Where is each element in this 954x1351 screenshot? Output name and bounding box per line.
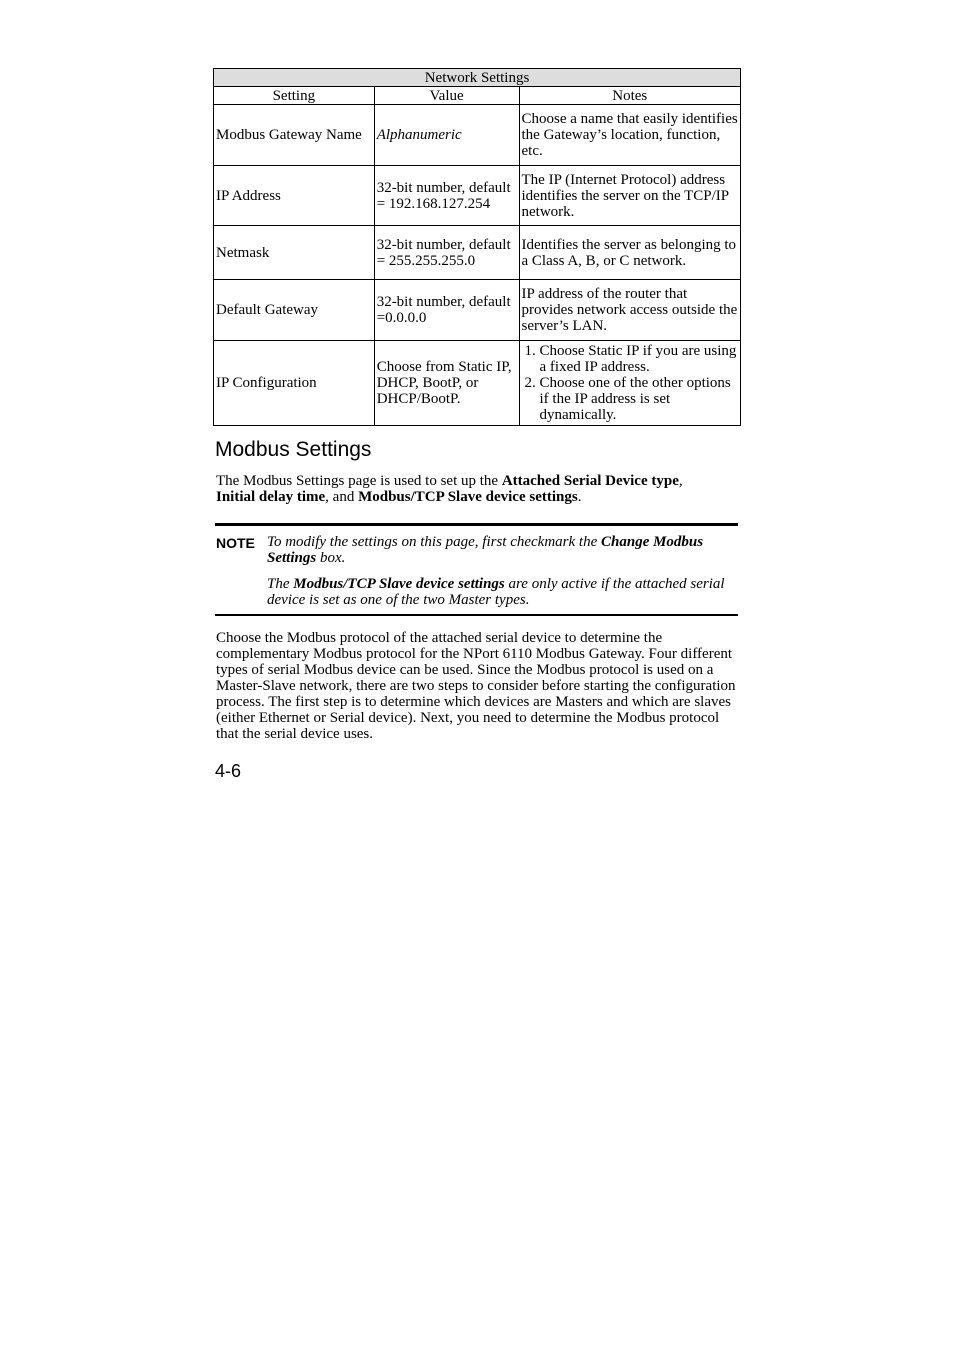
table-caption: Network Settings: [214, 69, 741, 87]
setting-cell: Modbus Gateway Name: [214, 105, 375, 166]
setting-cell: IP Address: [214, 166, 375, 226]
note-line-2: [267, 576, 737, 608]
table-row: [214, 105, 741, 166]
table-row: [214, 166, 741, 226]
column-header-notes: Notes: [519, 87, 740, 105]
column-header-setting: Setting: [214, 87, 375, 105]
note-label: NOTE: [216, 535, 255, 551]
table-row: [214, 280, 741, 341]
value-cell: Choose from Static IP, DHCP, BootP, or DHCP/BootP.: [374, 341, 519, 426]
intro-bold-term: Modbus/TCP Slave device settings: [358, 489, 578, 505]
note-text: are only active if the attached serial device is set as one of the two Master types.: [267, 576, 725, 608]
intro-bold-term: Attached Serial Device type: [501, 473, 679, 489]
body-paragraph: Choose the Modbus protocol of the attached serial device to determine the complementary Modbus protocol for the NPort 6110 Modbus Gateway. Four different types of serial Modbus device can be used. Since the Modbus protocol is used on a Master-Slave network, there are two steps to consider before starting the configuration process. The first step is to determine which devices are Masters and which are slaves (either Ethernet or Serial device). Next, you need to determine the Modbus protocol that the serial device uses.: [216, 630, 736, 742]
intro-text: .: [577, 489, 582, 505]
intro-bold-term: Initial delay time: [216, 489, 326, 505]
list-item: 1. Choose Static IP if you are using a fixed IP address.: [540, 343, 738, 375]
table-caption-row: [214, 69, 741, 87]
note-text: The: [267, 576, 294, 592]
setting-cell: Default Gateway: [214, 280, 375, 341]
notes-cell: Identifies the server as belonging to a Class A, B, or C network.: [519, 226, 740, 280]
intro-text: ,: [678, 473, 683, 489]
notes-list: [522, 343, 738, 423]
section-heading: Modbus Settings: [215, 438, 372, 461]
setting-cell: IP Configuration: [214, 341, 375, 426]
intro-text: , and: [325, 489, 359, 505]
table-header-row: [214, 87, 741, 105]
list-item: 2. Choose one of the other options if the IP address is set dynamically.: [540, 375, 738, 423]
value-cell: 32-bit number, default =0.0.0.0: [374, 280, 519, 341]
value-cell: 32-bit number, default = 192.168.127.254: [374, 166, 519, 226]
table-row: [214, 341, 741, 426]
note-box: [215, 523, 738, 616]
page-number: 4-6: [215, 761, 242, 781]
network-settings-table: [213, 68, 741, 426]
note-text: To modify the settings on this page, first checkmark the: [267, 534, 601, 550]
notes-cell: The IP (Internet Protocol) address identifies the server on the TCP/IP network.: [519, 166, 740, 226]
value-cell: 32-bit number, default = 255.255.255.0: [374, 226, 519, 280]
column-header-value: Value: [374, 87, 519, 105]
value-cell: Alphanumeric: [374, 105, 519, 166]
setting-cell: Netmask: [214, 226, 375, 280]
note-line-1: [267, 534, 737, 566]
note-bold-term: Change Modbus Settings: [267, 534, 704, 566]
notes-cell: [519, 341, 740, 426]
note-bold-term: Modbus/TCP Slave device settings: [293, 576, 505, 592]
note-text: box.: [316, 550, 346, 566]
intro-paragraph: [216, 473, 741, 505]
intro-text: The Modbus Settings page is used to set up the: [216, 473, 502, 489]
table-row: [214, 226, 741, 280]
notes-cell: IP address of the router that provides network access outside the server’s LAN.: [519, 280, 740, 341]
notes-cell: Choose a name that easily identifies the Gateway’s location, function, etc.: [519, 105, 740, 166]
